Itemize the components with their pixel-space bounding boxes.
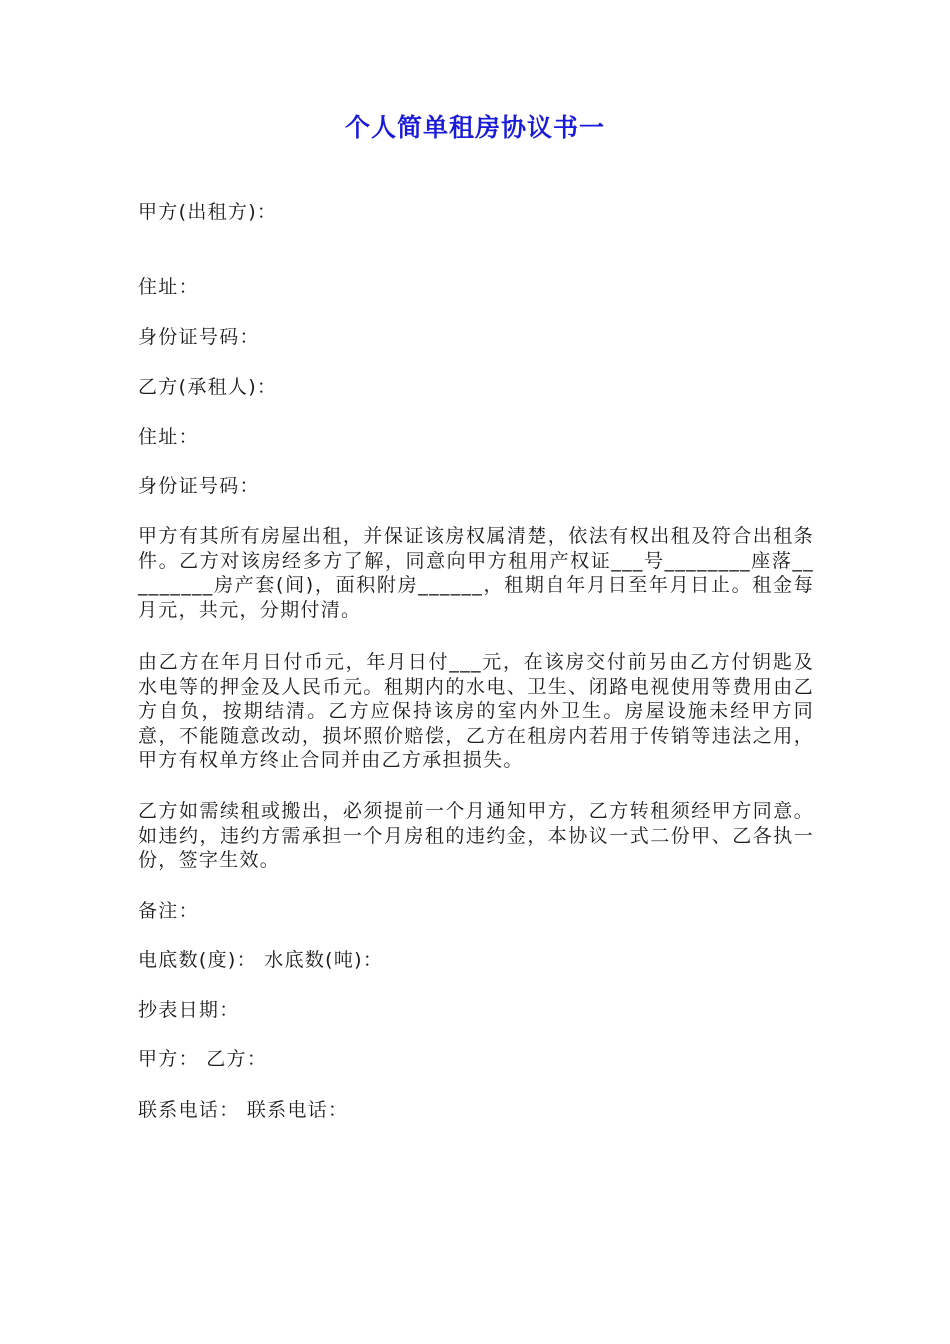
- meter-readings-line: 电底数(度)： 水底数(吨)：: [138, 949, 384, 971]
- party-a-address: 住址：: [138, 276, 199, 298]
- document-title: 个人简单租房协议书一: [344, 113, 605, 142]
- signatures-line: 甲方： 乙方：: [138, 1048, 268, 1070]
- party-a-label: 甲方(出租方)：: [138, 201, 278, 223]
- party-b-id-number: 身份证号码：: [138, 475, 260, 497]
- remarks-label: 备注：: [138, 900, 199, 922]
- paragraph-renewal-terms: 乙方如需续租或搬出，必须提前一个月通知甲方，乙方转租须经甲方同意。如违约，违约方需承担一个月房租的违约金，本协议一式二份甲、乙各执一份，签字生效。: [138, 800, 814, 871]
- party-b-address: 住址：: [138, 426, 199, 448]
- party-b-label: 乙方(承租人)：: [138, 376, 278, 398]
- paragraph-payment-terms: 由乙方在年月日付币元，年月日付___元，在该房交付前另由乙方付钥匙及水电等的押金及人民币元。租期内的水电、卫生、闭路电视使用等费用由乙方自负，按期结清。乙方应保持该房的室内外卫生。房屋设施未经甲方同意，不能随意改动，损坏照价赔偿，乙方在租房内若用于传销等违法之用，甲方有权单方终止合同并由乙方承担损失。: [138, 651, 814, 771]
- party-a-id-number: 身份证号码：: [138, 326, 260, 348]
- reading-date-line: 抄表日期：: [138, 999, 240, 1021]
- paragraph-property-terms: 甲方有其所有房屋出租，并保证该房权属清楚，依法有权出租及符合出租条件。乙方对该房经多方了解，同意向甲方租用产权证___号________座落_________房产套(间)，面积附房______，租期自年月日至年月日止。租金每月元，共元，分期付清。: [138, 525, 814, 621]
- phone-numbers-line: 联系电话： 联系电话：: [138, 1099, 349, 1121]
